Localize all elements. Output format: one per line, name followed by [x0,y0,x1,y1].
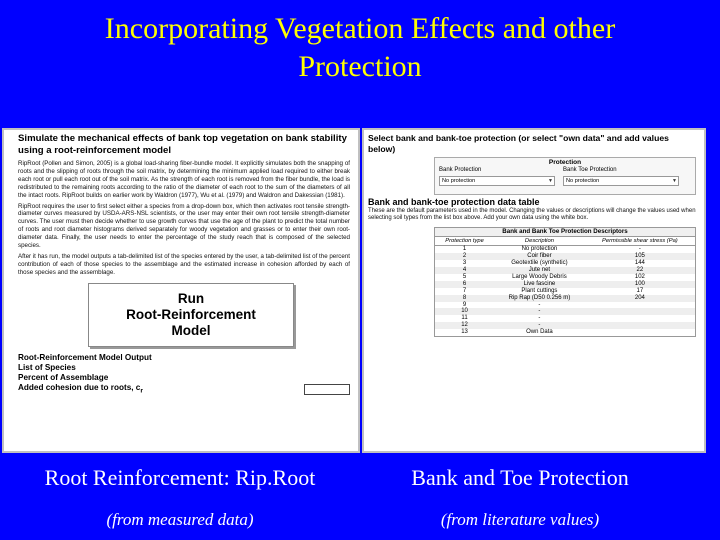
riproot-description-2: RipRoot requires the user to first select either a species from a drop-down box, which then activates root tensile strength-diameter curves measured by USDA-ARS-NSL scientists, or the user may enter their own root tensile strength-diameter curves. The user must then decide whether to use growth curves that use the age of the plant to predict the total number of roots and root diameter histograms derived separately for woody vegetation and grasses or to enter their own root-diameter data. Finally, the user needs to enter the percentage of the study reach that is composed of the selected species. [18,202,350,250]
slide-title-line2: Protection [298,50,422,83]
table-cell-type: 7 [462,287,467,294]
run-model-button[interactable] [88,283,294,347]
table-cell-desc: Coir fiber [494,253,585,260]
protection-caption: Bank and Toe Protection [411,465,629,490]
table-cell-desc: - [494,308,585,315]
table-cell-type: 3 [462,260,467,267]
riproot-description-3: After it has run, the model outputs a tab-delimited list of the species entered by the user, a tab-delimited list of the percent contribution of each of those species to the assemblage and the estimated increase in cohesion afforded by each of those species and the assemblage. [18,252,350,276]
table-cell-stress [585,329,696,336]
riproot-caption: Root Reinforcement: Rip.Root [44,465,316,490]
table-row[interactable] [435,267,696,274]
slide-title [0,10,720,86]
table-cell-type: 13 [461,329,468,336]
table-cell-type: 8 [435,295,495,302]
table-cell-desc: Geotextile (synthetic) [511,260,568,267]
table-row[interactable] [435,329,696,336]
added-cohesion-row [18,383,350,397]
table-cell-desc: - [538,315,541,322]
table-row[interactable] [435,295,696,302]
table-cell-desc: Large Woody Debris [512,273,567,280]
table-cell-desc: Rip Rap (D50 0.256 m) [494,295,585,302]
table-row[interactable] [435,260,696,267]
bank-protection-select[interactable]: No protection ▼ [439,176,555,186]
column-header-type: Protection type [435,236,495,246]
model-output-heading: Root-Reinforcement Model Output [18,352,152,362]
protection-table-description: These are the default parameters used in the model. Changing the values or descriptions will change the values used when selecting soil types from the list box above. Add your own data using the white box. [368,208,696,222]
table-row[interactable] [435,281,696,288]
table-cell-stress [585,322,696,329]
added-cohesion-label: Added cohesion due to roots, $c_r$ [18,382,144,395]
table-cell-desc: - [538,301,541,308]
table-cell-desc: Live fascine [494,281,585,288]
table-cell-desc: Own Data [526,329,553,336]
column-header-shear-stress: Permissible shear stress (Pa) [585,236,696,246]
table-cell-desc: No protection [521,246,558,253]
table-cell-desc: Plant cuttings [521,287,558,294]
table-cell-type: 11 [461,315,468,322]
toe-protection-label: Bank Toe Protection [563,167,617,173]
table-cell-type: 2 [435,253,495,260]
table-cell-desc: Jute net [494,267,585,274]
table-row[interactable] [435,288,696,295]
table-cell-stress [585,315,696,322]
table-cell-type: 12 [435,322,495,329]
table-row[interactable] [435,322,696,329]
table-cell-stress: - [638,246,641,253]
table-cell-stress: 22 [585,267,696,274]
table-cell-type: 9 [462,301,467,308]
table-cell-type: 5 [462,273,467,280]
table-cell-stress: 100 [585,281,696,288]
table-cell-stress [585,308,696,315]
table-cell-type: 10 [435,308,495,315]
table-cell-stress: 102 [634,273,645,280]
bank-protection-label: Bank Protection [439,167,482,173]
protection-table-caption: Bank and Bank Toe Protection Descriptors [434,227,696,236]
protection-selector [434,157,696,195]
added-cohesion-output[interactable] [304,384,350,395]
table-row[interactable] [435,308,696,315]
table-cell-type: 4 [435,267,495,274]
riproot-subcaption: (from measured data) [106,510,254,529]
table-cell-desc: - [494,322,585,329]
table-cell-stress: 105 [585,253,696,260]
column-header-description: Description [494,236,585,246]
table-cell-stress: 17 [636,287,644,294]
table-row[interactable] [435,302,696,309]
chevron-down-icon: ▼ [672,178,677,184]
run-button-line1: Run [177,290,205,306]
protection-heading: Select bank and bank-toe protection (or select "own data" and add values below) [368,133,669,154]
percent-assemblage-label: Percent of Assemblage [18,372,109,382]
table-cell-stress: 144 [634,260,645,267]
riproot-description-1: RipRoot (Pollen and Simon, 2005) is a global load-sharing fiber-bundle model. It explicitly simulates both the snapping of roots and the slipping of roots through the soil matrix, by determining the minimum applied load required to either break each root or pull each root out of the soil matrix. As the strength of each root is removed from the fiber bundle, the load is redistributed to the remaining roots according to the ratio of the diameter of each root to the sum of the diameters of all the intact roots. RipRoot builds on earlier work by Waldron (1977), Wu et al. (1979) and Waldron and Dakessian (1981). [18,160,350,199]
table-cell-type: 1 [462,246,467,253]
table-row[interactable] [435,274,696,281]
chevron-down-icon: ▼ [548,178,553,184]
riproot-heading: Simulate the mechanical effects of bank top vegetation on bank stability using a root-reinforcement model [18,133,347,156]
table-cell-stress [585,302,696,309]
cohesion-subscript: r [140,387,144,395]
protection-title: Protection [548,159,582,166]
table-cell-type: 6 [435,281,495,288]
riproot-panel [2,128,360,453]
table-row[interactable] [435,246,696,253]
slide-title-line1: Incorporating Vegetation Effects and other [104,12,616,45]
bank-protection-panel [362,128,706,453]
table-row[interactable] [435,315,696,322]
table-row[interactable] [435,253,696,260]
list-of-species-label: List of Species [18,362,76,372]
run-button-line2: Root-Reinforcement [126,306,256,322]
run-button-line3: Model [171,322,211,338]
protection-table [434,227,696,337]
table-cell-stress: 204 [585,295,696,302]
toe-protection-select[interactable]: No protection ▼ [563,176,679,186]
protection-subcaption: (from literature values) [440,510,600,529]
protection-table-heading: Bank and bank-toe protection data table [368,197,540,207]
